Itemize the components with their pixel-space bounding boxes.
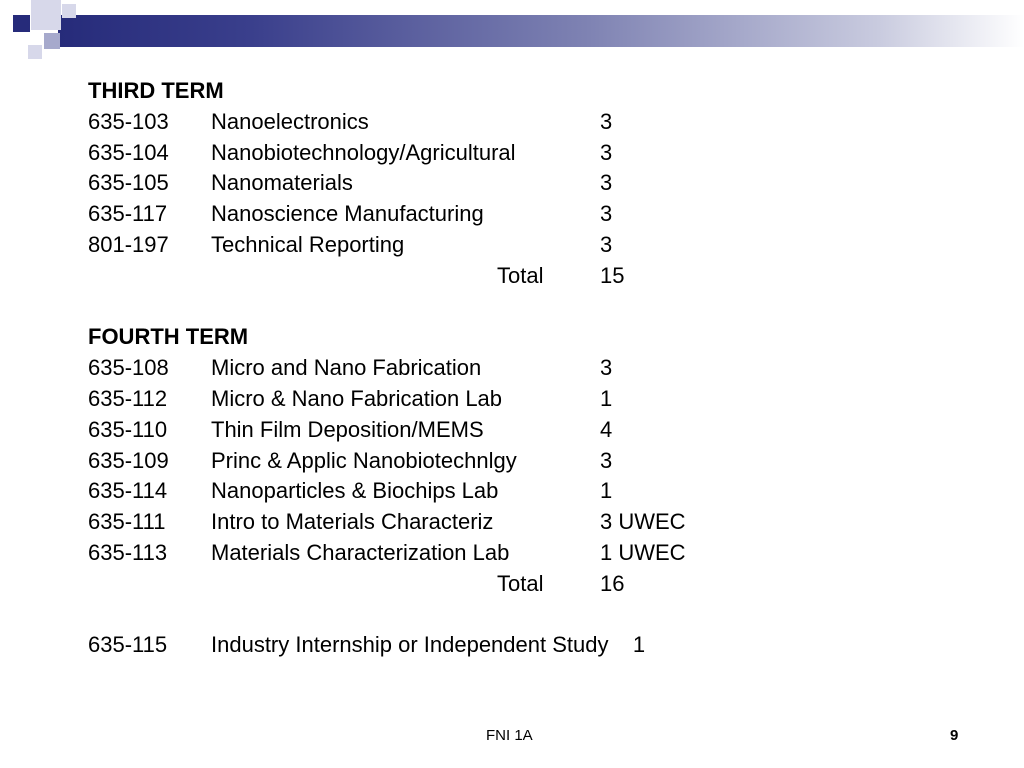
course-list (88, 76, 988, 661)
course-code: 635-104 (88, 139, 169, 165)
internship-row (88, 630, 988, 661)
course-name: Industry Internship or Independent Study 1 (211, 632, 646, 658)
course-name: Micro and Nano Fabrication (211, 355, 482, 381)
third-term-heading: THIRD TERM (88, 78, 224, 103)
spacer (88, 292, 988, 323)
course-credits: 1 UWEC (600, 539, 686, 565)
course-name: Nanobiotechnology/Agricultural (211, 139, 516, 165)
course-credits: 3 (600, 170, 613, 196)
course-code: 801-197 (88, 231, 169, 257)
course-row (88, 138, 988, 169)
course-code: 635-109 (88, 447, 169, 473)
course-name: Thin Film Deposition/MEMS (211, 416, 484, 442)
course-credits: 3 (600, 139, 613, 165)
course-row (88, 353, 988, 384)
course-name: Intro to Materials Characteriz (211, 509, 494, 535)
course-code: 635-114 (88, 478, 168, 504)
course-name: Princ & Applic Nanobiotechnlgy (211, 447, 517, 473)
course-row (88, 168, 988, 199)
course-row (88, 415, 988, 446)
course-name: Micro & Nano Fabrication Lab (211, 385, 503, 411)
course-row (88, 199, 988, 230)
course-row (88, 384, 988, 415)
course-row (88, 230, 988, 261)
course-row (88, 538, 988, 569)
total-label: Total (497, 570, 544, 596)
course-credits: 3 (600, 108, 613, 134)
decor-square-pale-small (62, 4, 76, 18)
course-credits: 3 (600, 355, 613, 381)
decor-square-pale (28, 45, 42, 59)
course-code: 635-105 (88, 170, 169, 196)
total-value: 15 (600, 262, 625, 288)
course-code: 635-112 (88, 385, 168, 411)
course-row (88, 507, 988, 538)
course-row (88, 476, 988, 507)
course-code: 635-115 (88, 632, 168, 658)
course-name: Nanomaterials (211, 170, 353, 196)
fourth-term-total-row (88, 569, 988, 600)
fourth-term-heading: FOURTH TERM (88, 324, 249, 350)
course-credits: 4 (600, 416, 613, 442)
course-code: 635-103 (88, 108, 169, 134)
course-code: 635-111 (88, 509, 166, 535)
course-credits: 3 (600, 201, 613, 227)
decor-square-navy (13, 15, 30, 32)
course-row (88, 107, 988, 138)
course-code: 635-108 (88, 355, 169, 381)
footer-label: FNI 1A (486, 727, 533, 744)
course-credits: 1 (600, 478, 613, 504)
course-credits: 1 (600, 385, 613, 411)
decor-square-lavender (44, 33, 60, 49)
course-name: Nanoelectronics (211, 108, 369, 134)
course-name: Materials Characterization Lab (211, 539, 510, 565)
course-name: Technical Reporting (211, 231, 405, 257)
course-name: Nanoscience Manufacturing (211, 201, 484, 227)
spacer (88, 600, 988, 631)
decor-square-light (31, 0, 61, 30)
header-gradient-bar (58, 15, 1024, 47)
course-credits: 3 UWEC (600, 509, 686, 535)
course-code: 635-117 (88, 201, 168, 227)
total-value: 16 (600, 570, 625, 596)
course-code: 635-113 (88, 539, 168, 565)
course-credits: 3 (600, 231, 613, 257)
course-row (88, 446, 988, 477)
course-credits: 3 (600, 447, 613, 473)
total-label: Total (497, 262, 544, 288)
page-number: 9 (950, 727, 959, 744)
third-term-total-row (88, 261, 988, 292)
course-code: 635-110 (88, 416, 168, 442)
course-name: Nanoparticles & Biochips Lab (211, 478, 499, 504)
